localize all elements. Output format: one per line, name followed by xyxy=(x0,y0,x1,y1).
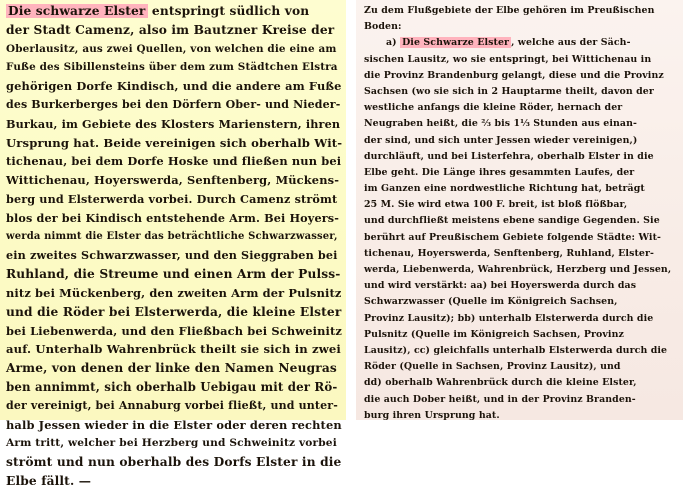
text-line: blos der bei Kindisch entstehende Arm. Bei Hoyers- xyxy=(6,210,339,225)
text-line: berg und Elsterwerda vorbei. Durch Camenz strömt xyxy=(6,191,338,206)
text-line: nitz bei Mückenberg, den zweiten Arm der Pulsnitz xyxy=(6,285,342,300)
text-line: strömt und nun oberhalb des Dorfs Elster in die xyxy=(6,455,342,470)
text-line: durchläuft, und bei Listerfehra, oberhalb Elster in die xyxy=(364,150,654,162)
text-line: Schwarzwasser (Quelle im Königreich Sachsen, xyxy=(364,296,618,308)
right-page-scan xyxy=(356,0,683,420)
item-prefix: a) xyxy=(386,37,401,49)
text-line: der Stadt Camenz, also im Bautzner Kreise der xyxy=(6,22,335,37)
text-line: Lausitz), cc) gleichfalls unterhalb Elsterwerda durch die xyxy=(364,344,668,356)
text-line: Neugraben heißt, die ⅔ bis 1⅓ Stunden aus einan- xyxy=(364,118,637,130)
text-line: westliche anfangs die kleine Röder, hernach der xyxy=(364,102,623,114)
text-line: tichenau, bei dem Dorfe Hoske und fließen nun bei xyxy=(6,154,342,169)
text-line: burg ihren Ursprung hat. xyxy=(364,409,500,421)
text-line: Elbe geht. Die Länge ihres gesammten Laufes, der xyxy=(364,166,635,178)
text-line: Ruhland, die Streume und einen Arm der Pulss- xyxy=(6,267,341,282)
text-line: die Provinz Brandenburg gelangt, diese und die Provinz xyxy=(364,69,664,81)
left-text-body xyxy=(6,21,342,491)
highlighted-term: Die Schwarze Elster xyxy=(402,37,510,49)
text-line: und die Röder bei Elsterwerda, die kleine Elster xyxy=(6,304,342,319)
text-line: berührt auf Preußischem Gebiete folgende Städte: Wit- xyxy=(364,231,661,243)
right-text-body xyxy=(364,52,679,424)
text-line: gehörigen Dorfe Kindisch, und die andere am Fuße xyxy=(6,79,342,94)
text-line: dd) oberhalb Wahrenbrück durch die kleine Elster, xyxy=(364,377,637,389)
text-line: halb Jessen wieder in die Elster oder deren rechten xyxy=(6,417,342,432)
text-line: 25 M. Sie wird etwa 100 F. breit, ist bloß flößbar, xyxy=(364,199,628,211)
text-line: Röder (Quelle in Sachsen, Provinz Lausitz), und xyxy=(364,361,621,373)
text-line: auf. Unterhalb Wahrenbrück theilt sie sich in zwei xyxy=(6,342,341,357)
text-line: Burkau, im Gebiete des Klosters Marienstern, ihren xyxy=(6,116,341,131)
text-line: Oberlausitz, aus zwei Quellen, von welchen die eine am xyxy=(6,42,337,55)
left-first-line-rest: entspringt südlich von xyxy=(147,4,310,18)
text-line: Pulsnitz (Quelle im Königreich Sachsen, Provinz xyxy=(364,328,624,340)
right-item-rest: , welche aus der Säch- xyxy=(511,37,631,49)
text-line: Provinz Lausitz); bb) unterhalb Elsterwerda durch die xyxy=(364,312,654,324)
text-line: Arme, von denen der linke den Namen Neugras xyxy=(6,361,337,376)
text-line: der vereinigt, bei Annaburg vorbei fließt, und unter- xyxy=(6,398,338,412)
text-line: der sind, und sich unter Jessen wieder vereinigen,) xyxy=(364,134,638,146)
text-line: ben annimmt, sich oberhalb Uebigau mit der Rö- xyxy=(6,379,338,394)
text-line: bei Liebenwerda, und den Fließbach bei Schweinitz xyxy=(6,323,343,338)
text-line: sischen Lausitz, wo sie entspringt, bei Wittichenau in xyxy=(364,53,652,65)
text-line: im Ganzen eine nordwestliche Richtung hat, beträgt xyxy=(364,183,645,195)
text-line: Sachsen (wo sie sich in 2 Hauptarme theilt, davon der xyxy=(364,85,654,97)
text-line: werda, Liebenwerda, Wahrenbrück, Herzberg und Jessen, xyxy=(364,264,672,275)
text-line: und durchfließt meistens ebene sandige Gegenden. Sie xyxy=(364,215,660,227)
right-intro-line: Boden: xyxy=(364,21,402,33)
right-item-line xyxy=(364,35,679,51)
left-first-line xyxy=(6,2,342,21)
text-line: werda nimmt die Elster das beträchtliche Schwarzwasser, xyxy=(6,230,338,242)
text-line: Fuße des Sibillensteins über dem zum Städtchen Elstra xyxy=(6,61,338,74)
text-line: tichenau, Hoyerswerda, Senftenberg, Ruhland, Elster- xyxy=(364,247,654,259)
text-line: des Burkerberges bei den Dörfern Ober- und Nieder- xyxy=(6,97,341,111)
text-line: und wird verstärkt: aa) bei Hoyerswerda durch das xyxy=(364,280,637,292)
text-line: Elbe fällt. — xyxy=(6,473,92,488)
text-line: Arm tritt, welcher bei Herzberg und Schweinitz vorbei xyxy=(6,437,337,450)
text-line: ein zweites Schwarzwasser, und den Sieggraben bei xyxy=(6,248,338,263)
text-line: Ursprung hat. Beide vereinigen sich oberhalb Wit- xyxy=(6,135,343,150)
right-intro-line: Zu dem Flußgebiete der Elbe gehören im Preußischen xyxy=(364,5,655,16)
text-line: die auch Dober heißt, und in der Provinz Branden- xyxy=(364,393,636,405)
highlighted-term: Die schwarze Elster xyxy=(8,4,146,18)
text-line: Wittichenau, Hoyerswerda, Senftenberg, Mückens- xyxy=(6,173,340,188)
